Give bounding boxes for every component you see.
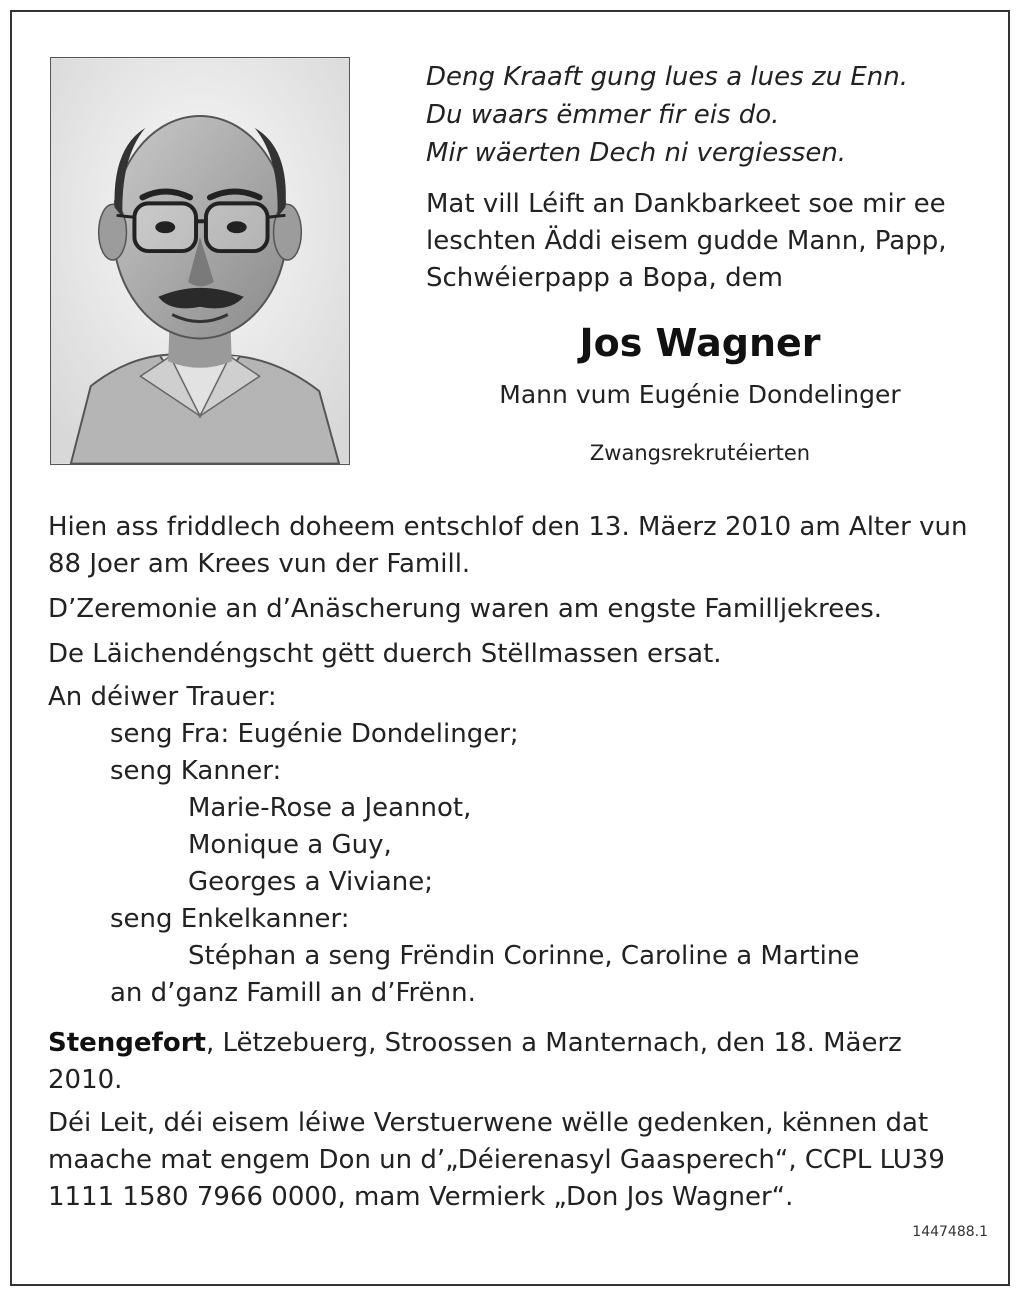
portrait-photo xyxy=(50,57,350,465)
mourner-wife: seng Fra: Eugénie Dondelinger; xyxy=(110,719,519,749)
mourners-intro: An déiwer Trauer: xyxy=(48,682,277,712)
place-town: Stengefort xyxy=(48,1028,206,1058)
condolence-paragraph: De Läichendéngscht gëtt duerch Stëllmassen ersat. xyxy=(48,639,722,669)
verse-line: Mir wäerten Dech ni vergiessen. xyxy=(426,138,847,168)
donation-paragraph: Déi Leit, déi eisem léiwe Verstuerwene wëlle gedenken, kënnen dat maache mat engem Don un d’„Déierenasyl Gaasperech“, CCPL LU39 1111 1580 7966 0000, mam Vermierk „Don Jos Wagner“. xyxy=(48,1108,945,1212)
place-date xyxy=(48,1025,978,1099)
mourners-list xyxy=(48,679,978,1012)
family-friends: an d’ganz Famill an d’Frënn. xyxy=(110,978,476,1008)
verse-line: Du waars ëmmer fir eis do. xyxy=(426,100,780,130)
child-entry: Marie-Rose a Jeannot, xyxy=(188,793,472,823)
death-paragraph: Hien ass friddlech doheem entschlof den 13. Mäerz 2010 am Alter vun 88 Joer am Krees vun der Famill. xyxy=(48,512,968,579)
grandchildren-entry: Stéphan a seng Frëndin Corinne, Caroline a Martine xyxy=(188,941,860,971)
ceremony-paragraph: D’Zeremonie an d’Anäscherung waren am engste Familljekrees. xyxy=(48,594,883,624)
status-line: Zwangsrekrutéierten xyxy=(589,441,811,465)
child-entry: Monique a Guy, xyxy=(188,830,392,860)
portrait-illustration xyxy=(51,58,349,464)
reference-number: 1447488.1 xyxy=(912,1224,988,1240)
dedication-text: Mat vill Léift an Dankbarkeet soe mir ee leschten Äddi eisem gudde Mann, Papp, Schwéierpapp a Bopa, dem xyxy=(426,189,947,293)
memorial-verse xyxy=(426,58,996,172)
deceased-name: Jos Wagner xyxy=(579,321,821,365)
child-entry: Georges a Viviane; xyxy=(188,867,434,897)
children-label: seng Kanner: xyxy=(110,756,282,786)
place-rest: , Lëtzebuerg, Stroossen a Manternach, den 18. Mäerz 2010. xyxy=(48,1028,902,1095)
verse-line: Deng Kraaft gung lues a lues zu Enn. xyxy=(426,62,908,92)
grandchildren-label: seng Enkelkanner: xyxy=(110,904,350,934)
spouse-line: Mann vum Eugénie Dondelinger xyxy=(499,380,901,409)
notice-body xyxy=(48,509,978,1216)
